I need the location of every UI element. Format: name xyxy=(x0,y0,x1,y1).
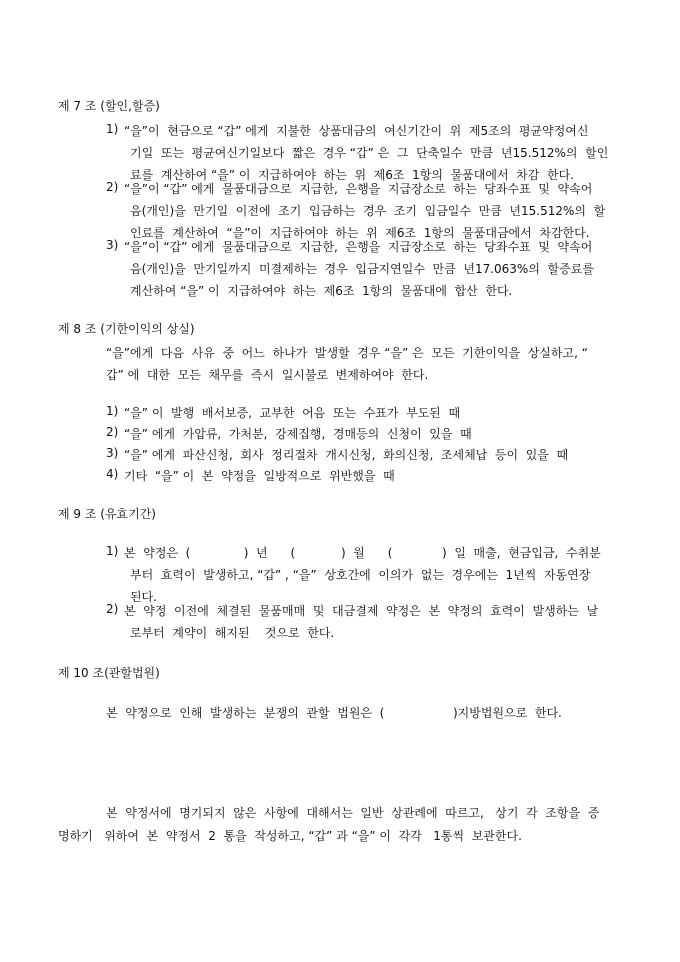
closing-line-1: 본 약정서에 명기되지 않은 사항에 대해서는 일반 상관례에 따르고, 상기 각 조항을 증 xyxy=(106,806,600,820)
item-line: 음(개인)을 만기일까지 미결제하는 경우 입금지연일수 만큼 년17.063%의 할증료를 xyxy=(130,262,594,276)
item-number: 2) xyxy=(106,602,119,616)
item-number: 2) xyxy=(106,180,119,194)
article-8-intro-line: 갑” 에 대한 모든 채무를 즉시 일시불로 변제하여야 한다. xyxy=(106,368,429,382)
article-8-intro-line: “을”에게 다음 사유 중 어느 하나가 발생할 경우 “을” 은 모든 기한이익을 상실하고, “ xyxy=(106,346,588,360)
item-text: “을” 에게 가압류, 가처분, 강제집행, 경매등의 신청이 있을 때 xyxy=(124,427,472,441)
article-7-heading: 제 7 조 (할인,할증) xyxy=(58,99,160,113)
item-line: 인료를 계산하여 “을”이 지급하여야 하는 위 제6조 1항의 물품대금에서 차감한다. xyxy=(130,226,590,240)
item-line: 부터 효력이 발생하고, “갑” , “을” 상호간에 이의가 없는 경우에는 1년씩 자동연장 xyxy=(130,568,591,582)
item-number: 2) xyxy=(106,425,119,439)
item-number: 1) xyxy=(106,122,119,136)
item-number: 3) xyxy=(106,446,119,460)
item-line: 로부터 계약이 해지된 것으로 한다. xyxy=(130,626,335,640)
article-8-heading: 제 8 조 (기한이익의 상실) xyxy=(58,322,195,336)
item-line: 계산하여 “을” 이 지급하여야 하는 제6조 1항의 물품대에 합산 한다. xyxy=(130,284,513,298)
item-line: 음(개인)을 만기일 이전에 조기 입금하는 경우 조기 입금일수 만큼 년15.512%의 할 xyxy=(130,204,606,218)
item-line: “을”이 “갑” 에게 물품대금으로 지급한, 은행을 지급장소로 하는 당좌수표 및 약속어 xyxy=(124,240,593,254)
article-9-heading: 제 9 조 (유효기간) xyxy=(58,507,156,521)
item-number: 1) xyxy=(106,404,119,418)
item-number: 1) xyxy=(106,544,119,558)
item-line: 된다. xyxy=(130,590,157,604)
item-text: “을” 이 발행 배서보증, 교부한 어음 또는 수표가 부도된 때 xyxy=(124,406,461,420)
item-line: “을”이 현금으로 “갑” 에게 지불한 상품대금의 여신기간이 위 제5조의 평균약정여신 xyxy=(124,124,589,138)
item-line: 료를 계산하여 “을” 이 지급하여야 하는 위 제6조 1항의 물품대에서 차감 한다. xyxy=(130,168,574,182)
item-line: “을”이 “갑” 에게 물품대금으로 지급한, 은행을 지급장소로 하는 당좌수표 및 약속어 xyxy=(124,182,593,196)
item-text: “을” 에게 파산신청, 회사 정리절차 개시신청, 화의신청, 조세체납 등이 있을 때 xyxy=(124,448,569,462)
item-text: 기타 “을” 이 본 약정을 일방적으로 위반했을 때 xyxy=(124,469,395,483)
item-line: 기일 또는 평균여신기일보다 짧은 경우 “갑” 은 그 단축일수 만큼 년15.512%의 할인 xyxy=(130,146,609,160)
item-line: 본 약정 이전에 체결된 물품매매 및 대금결제 약정은 본 약정의 효력이 발생하는 날 xyxy=(124,604,599,618)
item-number: 3) xyxy=(106,238,119,252)
closing-line-2: 명하기 위하여 본 약정서 2 통을 작성하고, “갑” 과 “을” 이 각각 1통씩 보관한다. xyxy=(58,829,522,843)
article-10-text: 본 약정으로 인해 발생하는 분쟁의 관할 법원은 ( )지방법원으로 한다. xyxy=(106,706,562,720)
item-line: 본 약정은 ( ) 년 ( ) 월 ( ) 일 매출, 현금입금, 수취분 xyxy=(124,546,601,560)
article-10-heading: 제 10 조(관할법원) xyxy=(58,666,160,680)
item-number: 4) xyxy=(106,467,119,481)
